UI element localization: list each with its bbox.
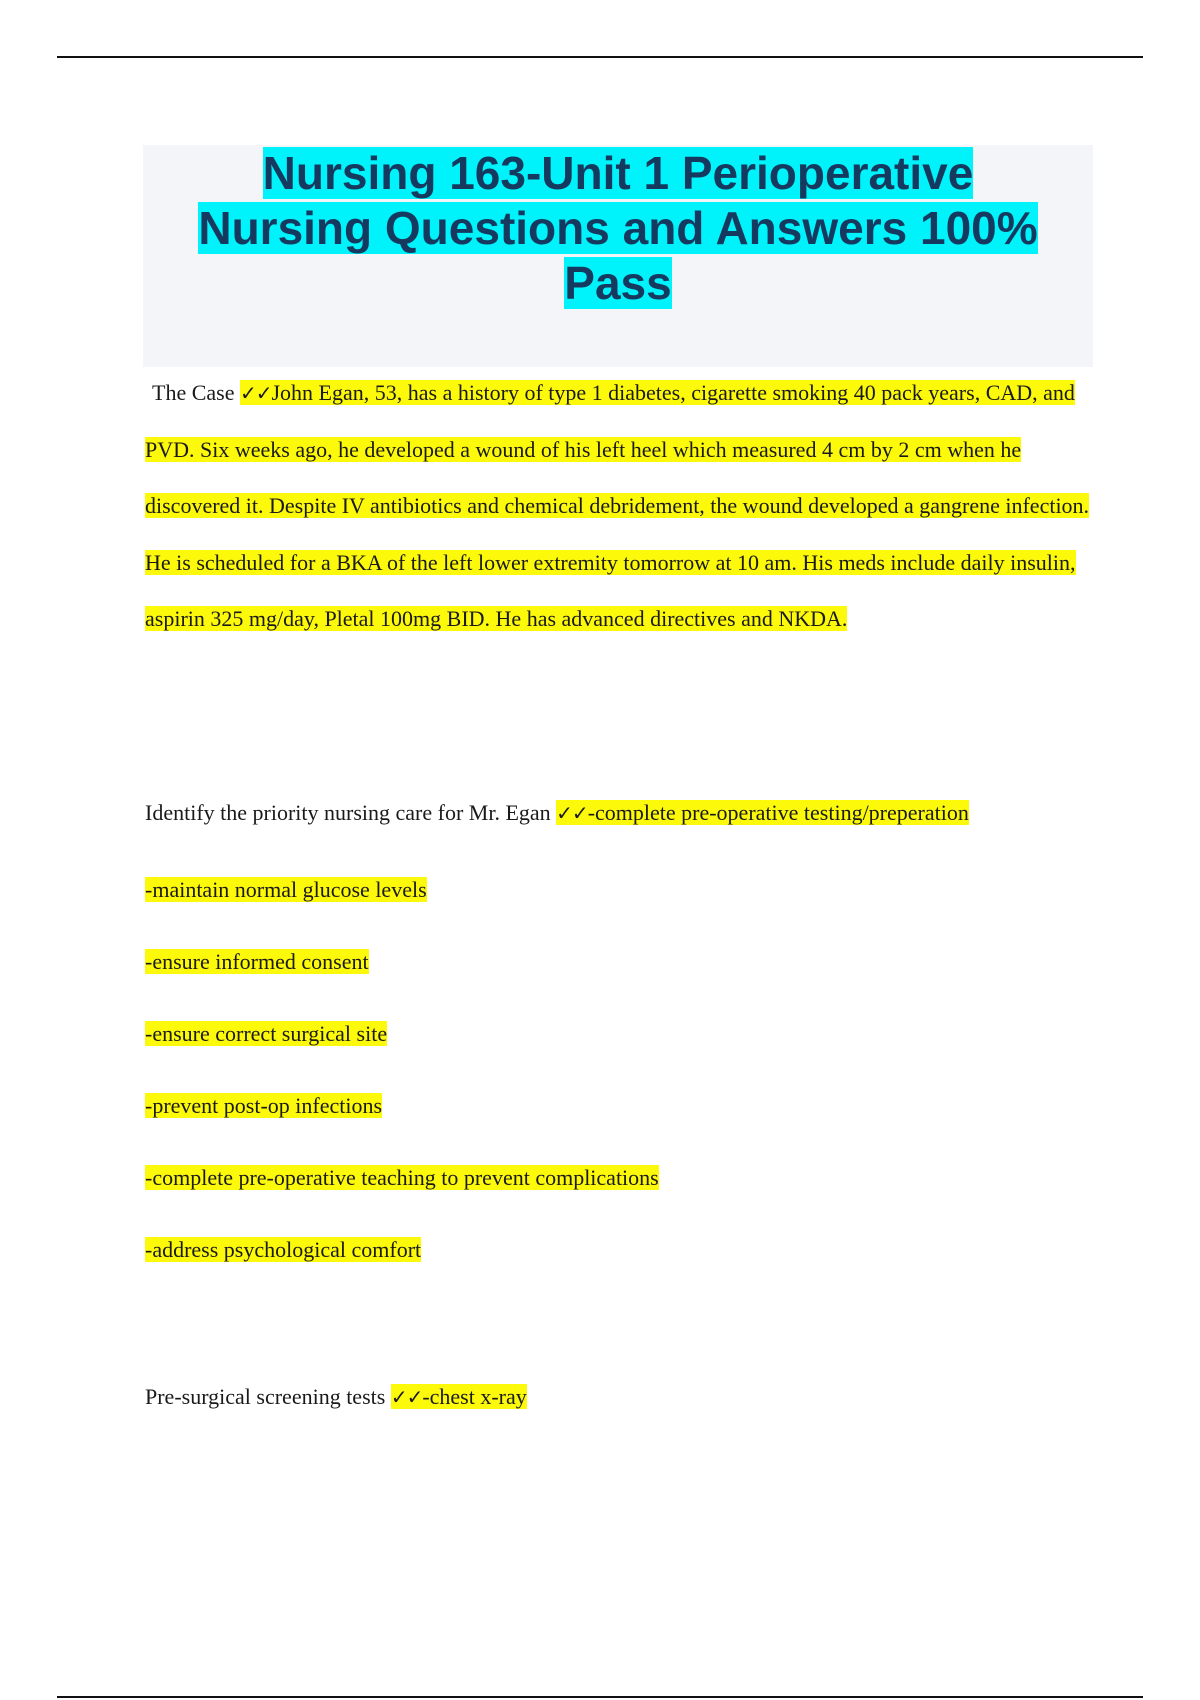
answer-list-item-text: -address psychological comfort xyxy=(145,1237,422,1262)
question-2 xyxy=(145,1384,527,1410)
case-answer xyxy=(145,380,1089,631)
question-2-text: Pre-surgical screening tests xyxy=(145,1384,391,1409)
answer-list-item xyxy=(145,949,369,975)
title-line-2: Nursing Questions and Answers 100% xyxy=(198,202,1038,254)
header-rule xyxy=(57,56,1143,58)
question-1 xyxy=(145,800,969,826)
check-icon: ✓✓ xyxy=(556,801,588,825)
case-answer-text: John Egan, 53, has a history of type 1 diabetes, cigarette smoking 40 pack years, CAD, and PVD. Six weeks ago, he developed a wound of his left heel which measured 4 cm by 2 cm when he discovered it. Despite IV antibiotics and chemical debridement, the wound developed a gangrene infection. He is scheduled for a BKA of the left lower extremity tomorrow at 10 am. His meds include daily insulin, aspirin 325 mg/day, Pletal 100mg BID. He has advanced directives and NKDA. xyxy=(145,380,1090,631)
answer-list-item xyxy=(145,877,427,903)
answer-list-item xyxy=(145,1165,659,1191)
answer-list-item-text: -complete pre-operative teaching to prevent complications xyxy=(145,1165,659,1190)
case-label: The Case xyxy=(152,380,240,405)
answer-list-item-text: -ensure informed consent xyxy=(145,949,369,974)
question-1-text: Identify the priority nursing care for Mr. Egan xyxy=(145,800,557,825)
answer-list-item-text: -prevent post-op infections xyxy=(145,1093,383,1118)
document-title xyxy=(143,146,1093,311)
check-icon: ✓✓ xyxy=(239,381,272,405)
answer-list-item xyxy=(145,1093,382,1119)
check-icon: ✓✓ xyxy=(390,1385,423,1409)
question-1-answer-first: -complete pre-operative testing/preperation xyxy=(587,800,969,825)
question-1-answer xyxy=(556,800,969,825)
answer-list-item xyxy=(145,1021,387,1047)
question-2-answer xyxy=(391,1384,527,1409)
question-2-answer-first: -chest x-ray xyxy=(422,1384,527,1409)
answer-list-item-text: -maintain normal glucose levels xyxy=(145,877,427,902)
title-line-3: Pass xyxy=(564,257,672,309)
case-paragraph xyxy=(145,365,1105,648)
title-block xyxy=(143,145,1093,367)
footer-rule xyxy=(57,1696,1143,1698)
answer-list-item xyxy=(145,1237,421,1263)
answer-list-item-text: -ensure correct surgical site xyxy=(145,1021,388,1046)
title-line-1: Nursing 163-Unit 1 Perioperative xyxy=(262,147,974,199)
